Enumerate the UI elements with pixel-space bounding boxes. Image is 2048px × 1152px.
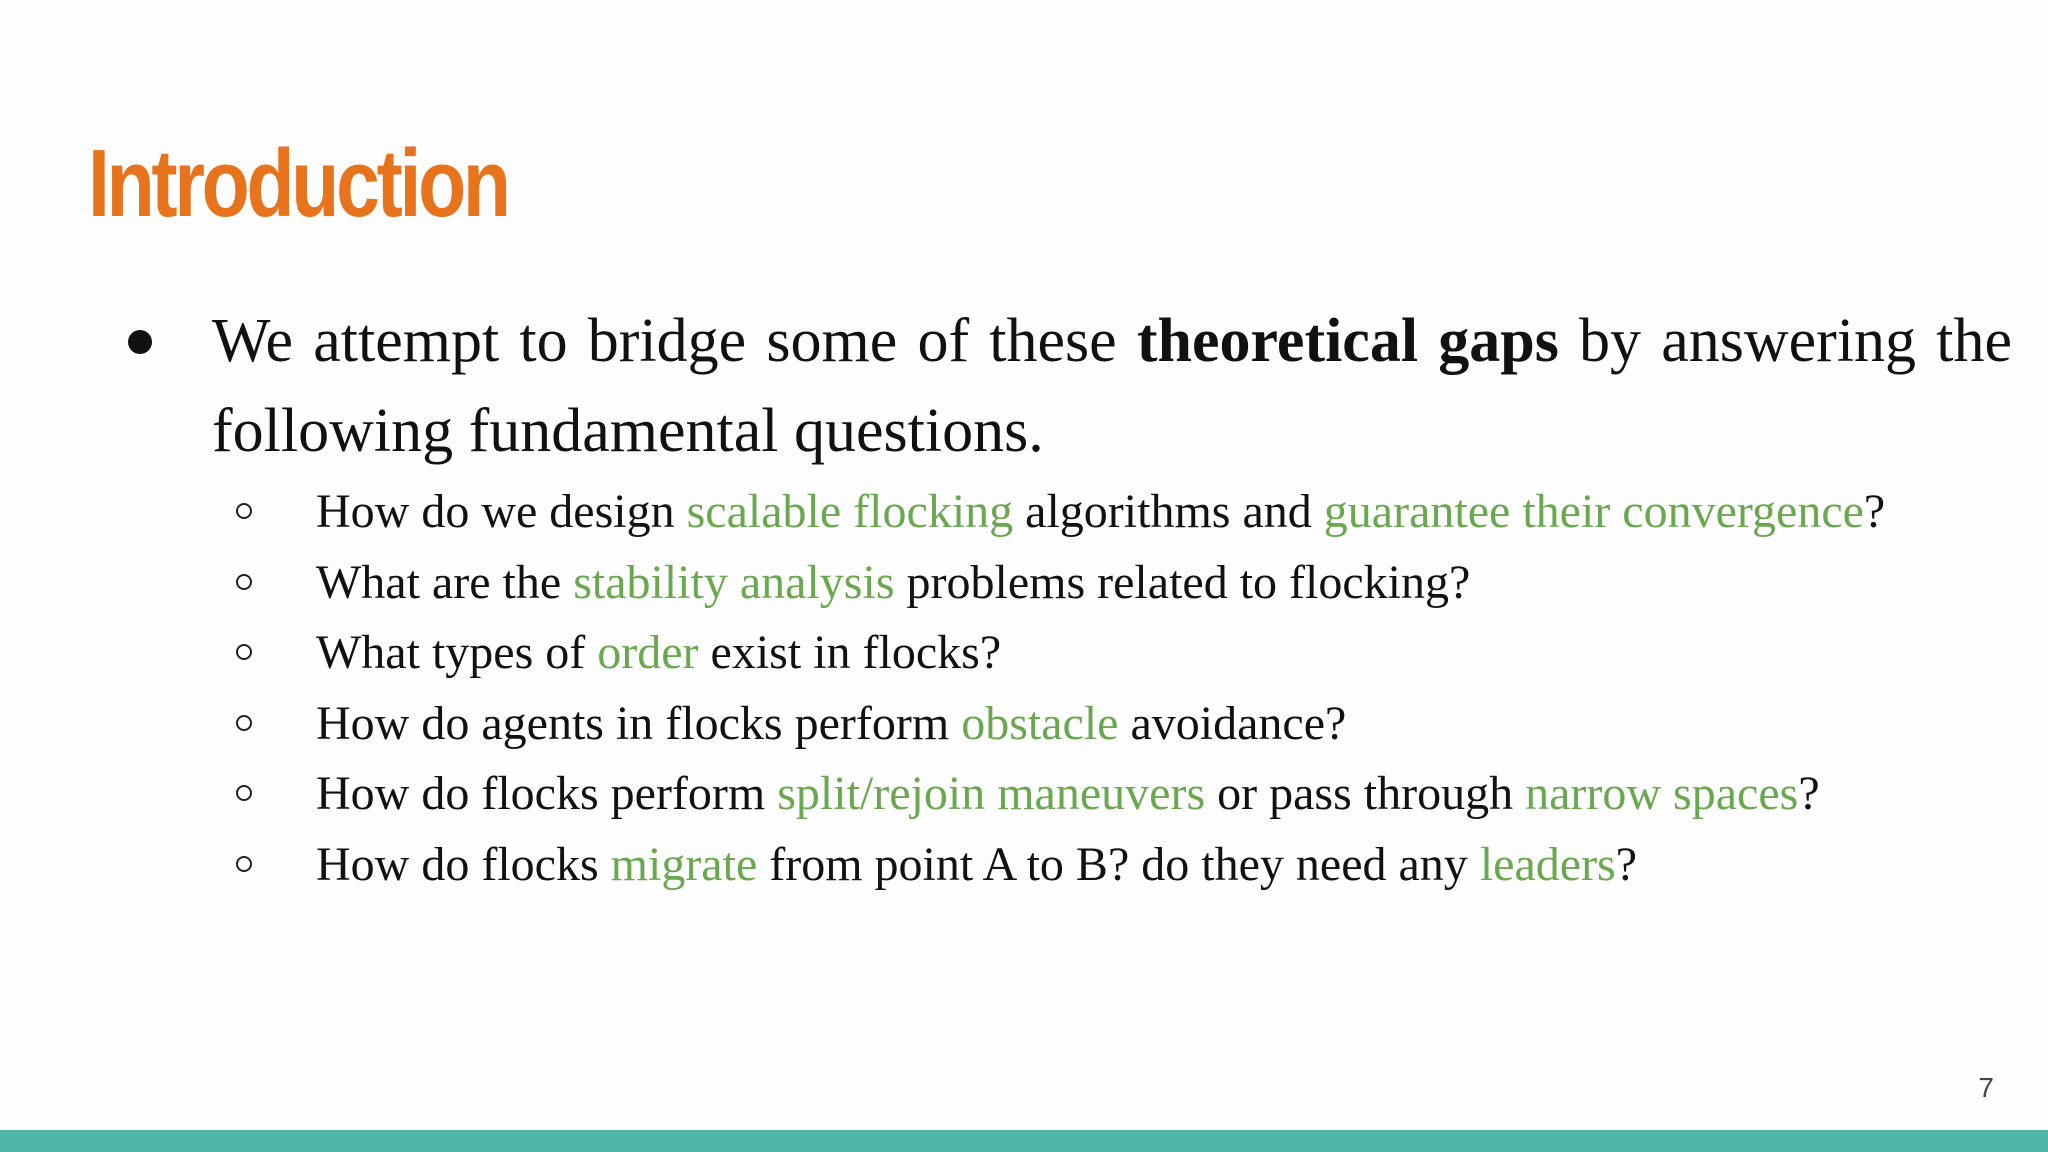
question-segment: algorithms and bbox=[1013, 485, 1324, 538]
question-segment: ? bbox=[1615, 837, 1638, 891]
question-item bbox=[232, 548, 1885, 619]
question-segment: What types of bbox=[316, 626, 598, 679]
question-segment: What are the bbox=[316, 555, 574, 609]
question-text bbox=[316, 767, 1820, 820]
question-segment: or pass through bbox=[1205, 767, 1526, 820]
main-bullet bbox=[122, 296, 2022, 476]
question-text bbox=[316, 838, 1637, 891]
question-text bbox=[316, 556, 1470, 609]
hollow-bullet-icon bbox=[236, 503, 252, 519]
question-segment: avoidance? bbox=[1118, 696, 1347, 750]
question-segment: How do agents in flocks perform bbox=[316, 696, 962, 750]
question-list bbox=[232, 477, 1885, 900]
question-segment: from point A to B? do they need any bbox=[757, 837, 1480, 891]
main-bullet-text bbox=[212, 296, 2012, 476]
question-item bbox=[232, 689, 1885, 760]
question-segment: exist in flocks? bbox=[698, 626, 1002, 679]
question-text bbox=[316, 485, 1885, 538]
question-text bbox=[316, 697, 1346, 750]
question-item bbox=[232, 477, 1885, 548]
highlighted-term: migrate bbox=[610, 837, 758, 891]
highlighted-term: order bbox=[597, 626, 699, 679]
question-text bbox=[316, 626, 1001, 679]
question-segment: problems related to flocking? bbox=[894, 555, 1471, 609]
main-bullet-ending: by answering the following fundamental questions. bbox=[212, 307, 2012, 465]
question-segment: How do flocks bbox=[316, 837, 611, 891]
highlighted-term: stability analysis bbox=[573, 555, 895, 609]
highlighted-term: narrow spaces bbox=[1525, 767, 1799, 820]
question-item bbox=[232, 759, 1885, 830]
main-bullet-intro: We attempt to bridge some of these bbox=[212, 307, 1137, 375]
question-segment: How do we design bbox=[316, 485, 687, 538]
question-segment: ? bbox=[1798, 767, 1820, 820]
question-item bbox=[232, 618, 1885, 689]
question-segment: How do flocks perform bbox=[316, 767, 778, 820]
highlighted-term: obstacle bbox=[961, 696, 1119, 750]
hollow-bullet-icon bbox=[236, 644, 252, 660]
question-segment: ? bbox=[1863, 485, 1886, 538]
hollow-bullet-icon bbox=[236, 856, 252, 872]
question-item bbox=[232, 830, 1885, 901]
filled-bullet-icon bbox=[128, 330, 152, 354]
slide-title: Introduction bbox=[88, 130, 508, 237]
main-bullet-emphasis: theoretical gaps bbox=[1136, 307, 1559, 375]
highlighted-term: leaders bbox=[1479, 837, 1616, 891]
highlighted-term: guarantee their convergence bbox=[1323, 485, 1864, 538]
hollow-bullet-icon bbox=[236, 715, 252, 731]
highlighted-term: scalable flocking bbox=[686, 485, 1014, 538]
hollow-bullet-icon bbox=[236, 785, 252, 801]
footer-accent-bar bbox=[0, 1130, 2048, 1152]
hollow-bullet-icon bbox=[236, 574, 252, 590]
highlighted-term: split/rejoin maneuvers bbox=[777, 767, 1206, 820]
page-number: 7 bbox=[1978, 1072, 1994, 1103]
